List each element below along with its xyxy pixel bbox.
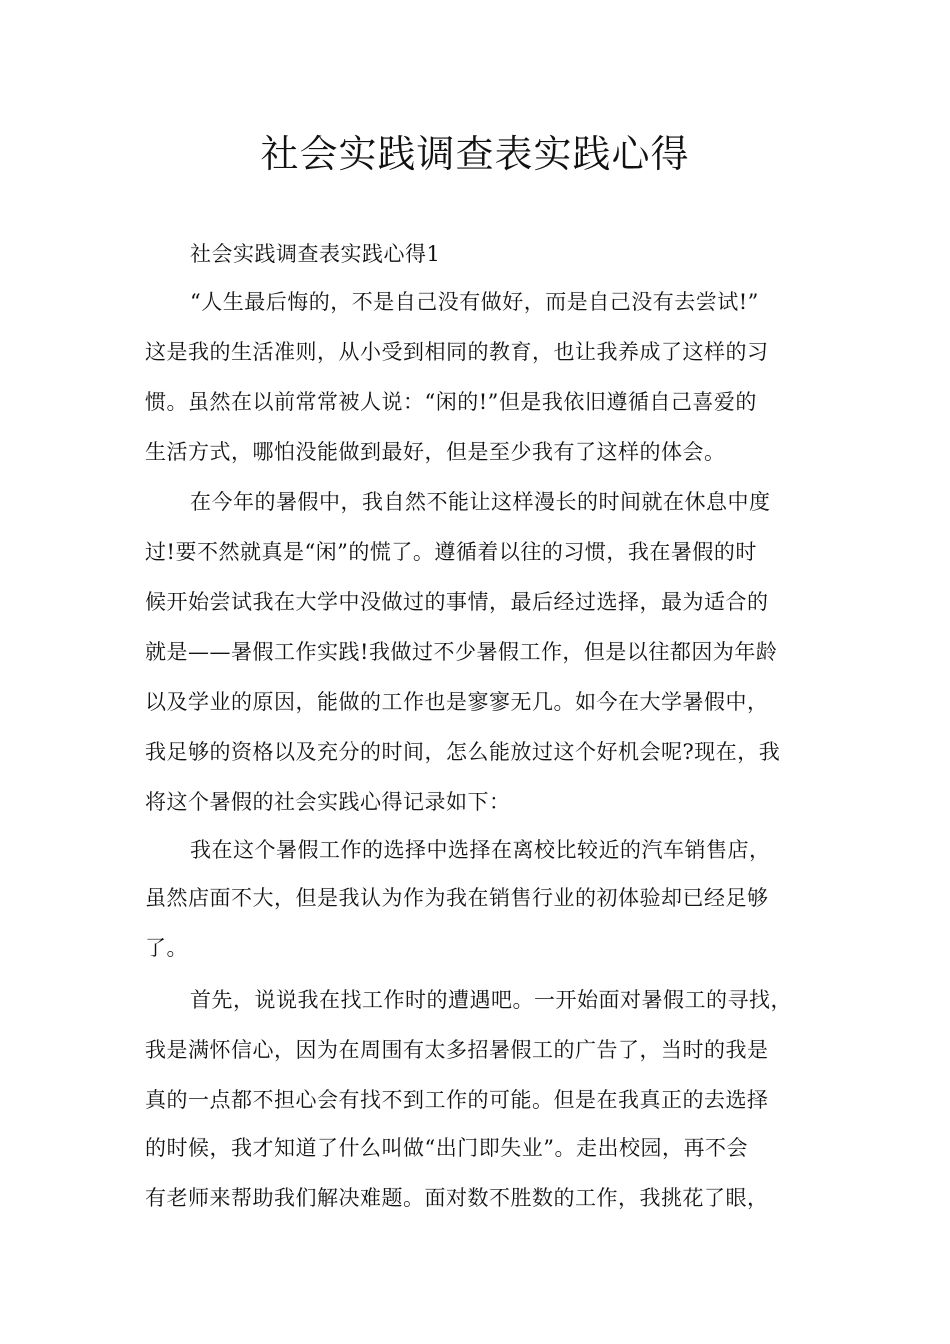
paragraph-line: 生活方式，哪怕没能做到最好，但是至少我有了这样的体会。 — [145, 440, 726, 464]
paragraph-line: 在今年的暑假中，我自然不能让这样漫长的时间就在休息中度 — [190, 490, 771, 514]
paragraph-line: 的时候，我才知道了什么叫做“出门即失业”。走出校园，再不会 — [145, 1136, 748, 1160]
paragraph-line: 首先，说说我在找工作时的遭遇吧。一开始面对暑假工的寻找， — [190, 988, 792, 1012]
paragraph-line: 虽然店面不大，但是我认为作为我在销售行业的初体验却已经足够 — [145, 886, 769, 910]
paragraph-line: 真的一点都不担心会有找不到工作的可能。但是在我真正的去选择 — [145, 1088, 769, 1112]
paragraph-line: 惯。虽然在以前常常被人说：“闲的!”但是我依旧遵循自己喜爱的 — [145, 390, 757, 414]
paragraph-line: 我是满怀信心，因为在周围有太多招暑假工的广告了，当时的我是 — [145, 1038, 769, 1062]
paragraph-line: 我在这个暑假工作的选择中选择在离校比较近的汽车销售店， — [190, 838, 771, 862]
paragraph-line: 将这个暑假的社会实践心得记录如下： — [145, 790, 511, 814]
document-title: 社会实践调查表实践心得 — [260, 132, 690, 176]
paragraph-line: 我足够的资格以及充分的时间，怎么能放过这个好机会呢?现在，我 — [145, 740, 781, 764]
paragraph-line: “人生最后悔的，不是自己没有做好，而是自己没有去尝试!” — [190, 290, 759, 314]
paragraph-line: 了。 — [145, 936, 188, 960]
paragraph-line: 就是——暑假工作实践!我做过不少暑假工作，但是以往都因为年龄 — [145, 640, 778, 664]
paragraph-line: 这是我的生活准则，从小受到相同的教育，也让我养成了这样的习 — [145, 340, 769, 364]
paragraph-line: 有老师来帮助我们解决难题。面对数不胜数的工作，我挑花了眼， — [145, 1186, 769, 1210]
section-heading: 社会实践调查表实践心得1 — [190, 242, 441, 266]
paragraph-line: 候开始尝试我在大学中没做过的事情，最后经过选择，最为适合的 — [145, 590, 769, 614]
paragraph-line: 以及学业的原因，能做的工作也是寥寥无几。如今在大学暑假中， — [145, 690, 769, 714]
paragraph-line: 过!要不然就真是“闲”的慌了。遵循着以往的习惯，我在暑假的时 — [145, 540, 757, 564]
